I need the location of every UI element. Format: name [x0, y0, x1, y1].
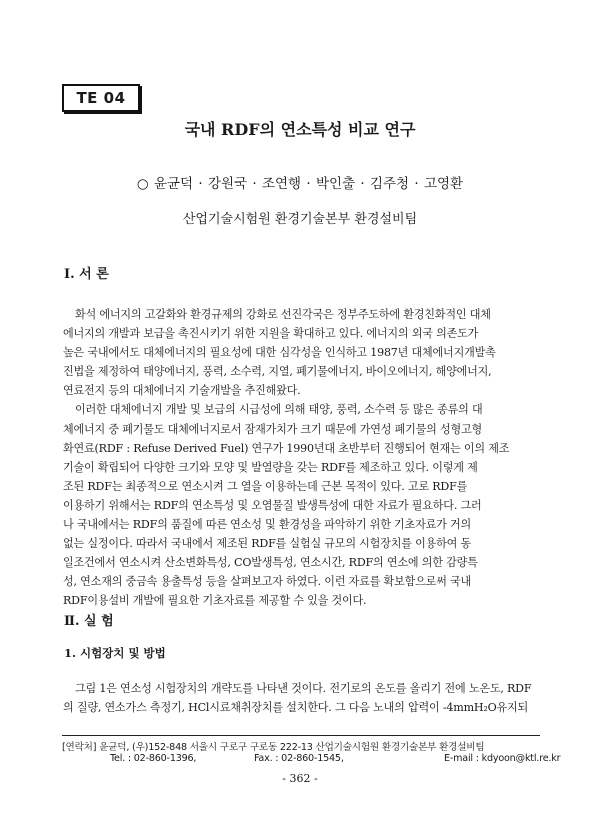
contact-fax: Fax. : 02-860-1545,	[254, 753, 344, 764]
paragraph-line: 나 국내에서는 RDF의 품질에 따른 연소성 및 환경성을 파악하기 위한 기초자료가 거의	[63, 518, 471, 532]
section-heading-introduction: Ⅰ. 서 론	[64, 267, 109, 282]
paragraph-line: 화석 에너지의 고갈화와 환경규제의 강화로 선진각국은 정부주도하에 환경친화적인 대체	[75, 308, 491, 321]
affiliation: 산업기술시험원 환경기술본부 환경설비팀	[182, 212, 418, 227]
paragraph-line: RDF이용설비 개발에 필요한 기초자료를 제공할 수 있을 것이다.	[63, 594, 367, 608]
paragraph-line: 체에너지 중 폐기물도 대체에너지로서 잠재가치가 크기 때문에 가연성 폐기물의 성형고형	[63, 422, 483, 436]
paragraph-line: 연료전지 등의 대체에너지 기술개발을 추진해왔다.	[63, 384, 301, 398]
paragraph-line: 그림 1은 연소성 시험장치의 개략도를 나타낸 것이다. 전기로의 온도를 올리기 전에 노온도, RDF	[75, 682, 532, 695]
paragraph-line: 의 질량, 연소가스 측정기, HCl시료채취장치를 설치한다. 그 다음 노내의 압력이 -4mmH₂O유지되	[63, 701, 529, 715]
contact-footer	[62, 739, 561, 767]
section-heading-experiment: Ⅱ. 실 험	[64, 614, 114, 629]
introduction-body	[63, 305, 540, 611]
footer-divider	[62, 735, 540, 736]
session-code-box: TE 04	[62, 84, 140, 112]
paragraph-line: 성, 연소재의 중금속 용출특성 등을 살펴보고자 하였다. 이런 자료를 확보함으로써 국내	[63, 575, 471, 589]
paragraph-line: 에너지의 개발과 보급을 촉진시키기 위한 지원을 확대하고 있다. 에너지의 외국 의존도가	[63, 327, 479, 341]
paragraph-line: 화연료(RDF : Refuse Derived Fuel) 연구가 1990년대 초반부터 진행되어 현재는 이의 제조	[63, 441, 510, 455]
contact-numbers	[62, 753, 561, 767]
contact-tel: Tel. : 02-860-1396,	[110, 753, 197, 764]
paragraph-line: 높은 국내에서도 대체에너지의 필요성에 대한 심각성을 인식하고 1987년 대체에너지개발촉	[63, 346, 496, 360]
contact-email: E-mail : kdyoon@ktl.re.kr	[444, 753, 561, 764]
paragraph-line: 기술이 확립되어 다양한 크기와 모양 및 발열량을 갖는 RDF를 제조하고 있다. 이렇게 제	[63, 460, 478, 474]
paragraph-line: 일조건에서 연소시켜 산소변화특성, CO발생특성, 연소시간, RDF의 연소에 의한 감량특	[63, 556, 478, 570]
paragraph-line: 조된 RDF는 최종적으로 연소시켜 그 열을 이용하는데 근본 목적이 있다. 고로 RDF를	[63, 479, 468, 493]
author-list: ○ 윤균덕 · 강원국 · 조연행 · 박인출 · 김주청 · 고영환	[136, 176, 464, 192]
paragraph-line: 없는 실정이다. 따라서 국내에서 제조된 RDF를 실험실 규모의 시험장치를 이용하여 동	[63, 537, 471, 551]
subsection-heading-apparatus: 1. 시험장치 및 방법	[64, 646, 166, 660]
paper-title: 국내 RDF의 연소특성 비교 연구	[184, 120, 416, 139]
paragraph-line: 진법을 제정하여 태양에너지, 풍력, 소수력, 지열, 폐기물에너지, 바이오에너지, 해양에너지,	[63, 365, 492, 379]
contact-address: [연락처] 윤균덕, (우)152-848 서울시 구로구 구로동 222-13 산업기술시험원 환경기술본부 환경설비팀	[62, 742, 485, 753]
experiment-body	[63, 679, 540, 717]
page-number: - 362 -	[282, 772, 318, 785]
paragraph-line: 이용하기 위해서는 RDF의 연소특성 및 오염물질 발생특성에 대한 자료가 필요하다. 그러	[63, 498, 482, 512]
paragraph-line: 이러한 대체에너지 개발 및 보급의 시급성에 의해 태양, 풍력, 소수력 등 많은 종류의 대	[75, 403, 483, 417]
